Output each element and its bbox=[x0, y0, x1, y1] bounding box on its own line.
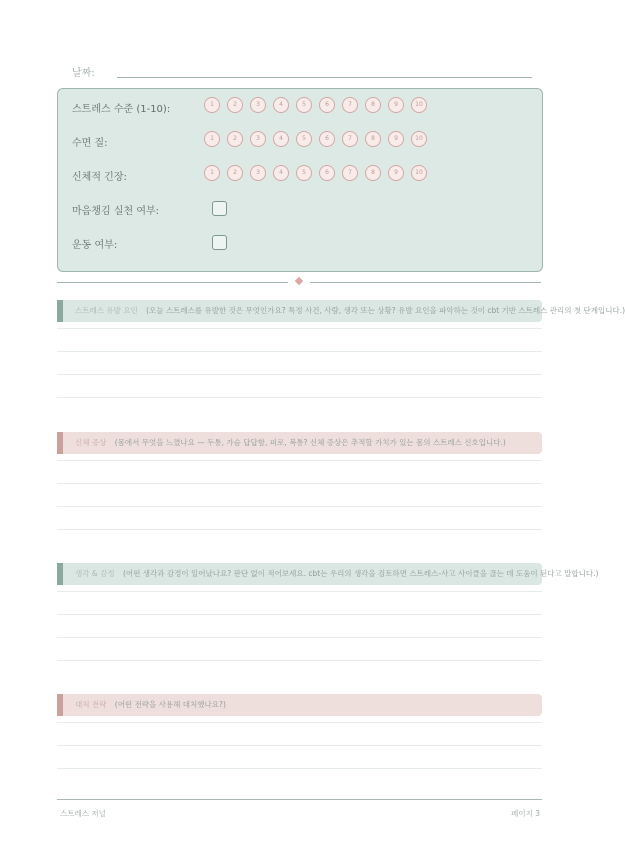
rating-circle[interactable]: 9 bbox=[388, 165, 404, 181]
section-prompt: (어떤 생각과 감정이 일어났나요? 판단 없이 적어보세요. cbt는 우리의 생각을 검토하면 스트레스-사고 사이클을 끊는 데 도움이 된다고 말합니다.) bbox=[123, 569, 599, 578]
check-label: 운동 여부: bbox=[72, 240, 118, 251]
rating-circle[interactable]: 7 bbox=[342, 131, 358, 147]
rating-circle[interactable]: 1 bbox=[204, 131, 220, 147]
section-triggers bbox=[57, 300, 625, 322]
rating-circle[interactable]: 5 bbox=[296, 131, 312, 147]
rating-row-stress bbox=[58, 97, 542, 117]
rating-circle[interactable]: 7 bbox=[342, 165, 358, 181]
page-footer bbox=[57, 799, 542, 818]
date-input-line[interactable] bbox=[117, 77, 532, 78]
rating-circle[interactable]: 9 bbox=[388, 131, 404, 147]
section-header bbox=[57, 432, 542, 454]
section-title: 신체 증상 bbox=[75, 438, 107, 447]
check-label: 마음챙김 실천 여부: bbox=[72, 206, 160, 217]
footer-title: 스트레스 저널 bbox=[60, 809, 106, 818]
section-physical-symptoms bbox=[57, 432, 542, 454]
rating-circle[interactable]: 10 bbox=[411, 165, 427, 181]
section-prompt: (오늘 스트레스를 유발한 것은 무엇인가요? 특정 사건, 사람, 생각 또는 상황? 유발 요인을 파악하는 것이 cbt 기반 스트레스 관리의 첫 단계입니다.) bbox=[146, 306, 625, 315]
exercise-checkbox[interactable] bbox=[212, 235, 227, 250]
rating-circle[interactable]: 3 bbox=[250, 165, 266, 181]
rating-circle[interactable]: 8 bbox=[365, 131, 381, 147]
rating-circle[interactable]: 3 bbox=[250, 97, 266, 113]
section-title: 생각 & 감정 bbox=[75, 569, 115, 578]
diamond-icon bbox=[295, 277, 303, 285]
rating-circle[interactable]: 2 bbox=[227, 165, 243, 181]
section-thoughts-emotions bbox=[57, 563, 599, 585]
daily-check-panel bbox=[57, 88, 543, 272]
section-header bbox=[57, 694, 542, 716]
page-number: 페이지 3 bbox=[511, 809, 540, 818]
rating-circle[interactable]: 2 bbox=[227, 97, 243, 113]
rating-row-tension bbox=[58, 165, 542, 185]
rating-circle[interactable]: 8 bbox=[365, 165, 381, 181]
section-prompt: (몸에서 무엇을 느꼈나요 — 두통, 가슴 답답함, 피로, 복통? 신체 증상은 추적할 가치가 있는 몸의 스트레스 신호입니다.) bbox=[114, 438, 506, 447]
rating-circle[interactable]: 10 bbox=[411, 97, 427, 113]
rating-circle[interactable]: 4 bbox=[273, 165, 289, 181]
rating-circle[interactable]: 6 bbox=[319, 165, 335, 181]
date-label: 날짜: bbox=[72, 68, 95, 79]
section-title: 대처 전략 bbox=[75, 700, 107, 709]
rating-circle[interactable]: 6 bbox=[319, 97, 335, 113]
rating-label: 수면 질: bbox=[72, 138, 108, 149]
rating-circle[interactable]: 4 bbox=[273, 131, 289, 147]
rating-circle[interactable]: 2 bbox=[227, 131, 243, 147]
rating-circle[interactable]: 5 bbox=[296, 165, 312, 181]
rating-circle[interactable]: 1 bbox=[204, 165, 220, 181]
rating-circle[interactable]: 10 bbox=[411, 131, 427, 147]
section-title: 스트레스 유발 요인 bbox=[75, 306, 138, 315]
mindfulness-checkbox[interactable] bbox=[212, 201, 227, 216]
date-row bbox=[72, 62, 532, 80]
rating-circle[interactable]: 5 bbox=[296, 97, 312, 113]
rating-circle[interactable]: 1 bbox=[204, 97, 220, 113]
rating-circle[interactable]: 4 bbox=[273, 97, 289, 113]
check-row-mindfulness bbox=[58, 199, 542, 219]
rating-circle[interactable]: 3 bbox=[250, 131, 266, 147]
section-coping-strategies bbox=[57, 694, 542, 716]
rating-circle[interactable]: 8 bbox=[365, 97, 381, 113]
rating-row-sleep bbox=[58, 131, 542, 151]
section-prompt: (어떤 전략을 사용해 대처했나요?) bbox=[114, 700, 226, 709]
rating-label: 신체적 긴장: bbox=[72, 172, 127, 183]
section-header bbox=[57, 563, 599, 585]
rating-circle[interactable]: 6 bbox=[319, 131, 335, 147]
rating-label: 스트레스 수준 (1-10): bbox=[72, 104, 171, 115]
section-header bbox=[57, 300, 625, 322]
check-row-exercise bbox=[58, 233, 542, 253]
rating-circle[interactable]: 9 bbox=[388, 97, 404, 113]
ornament-divider bbox=[57, 282, 541, 283]
rating-circle[interactable]: 7 bbox=[342, 97, 358, 113]
